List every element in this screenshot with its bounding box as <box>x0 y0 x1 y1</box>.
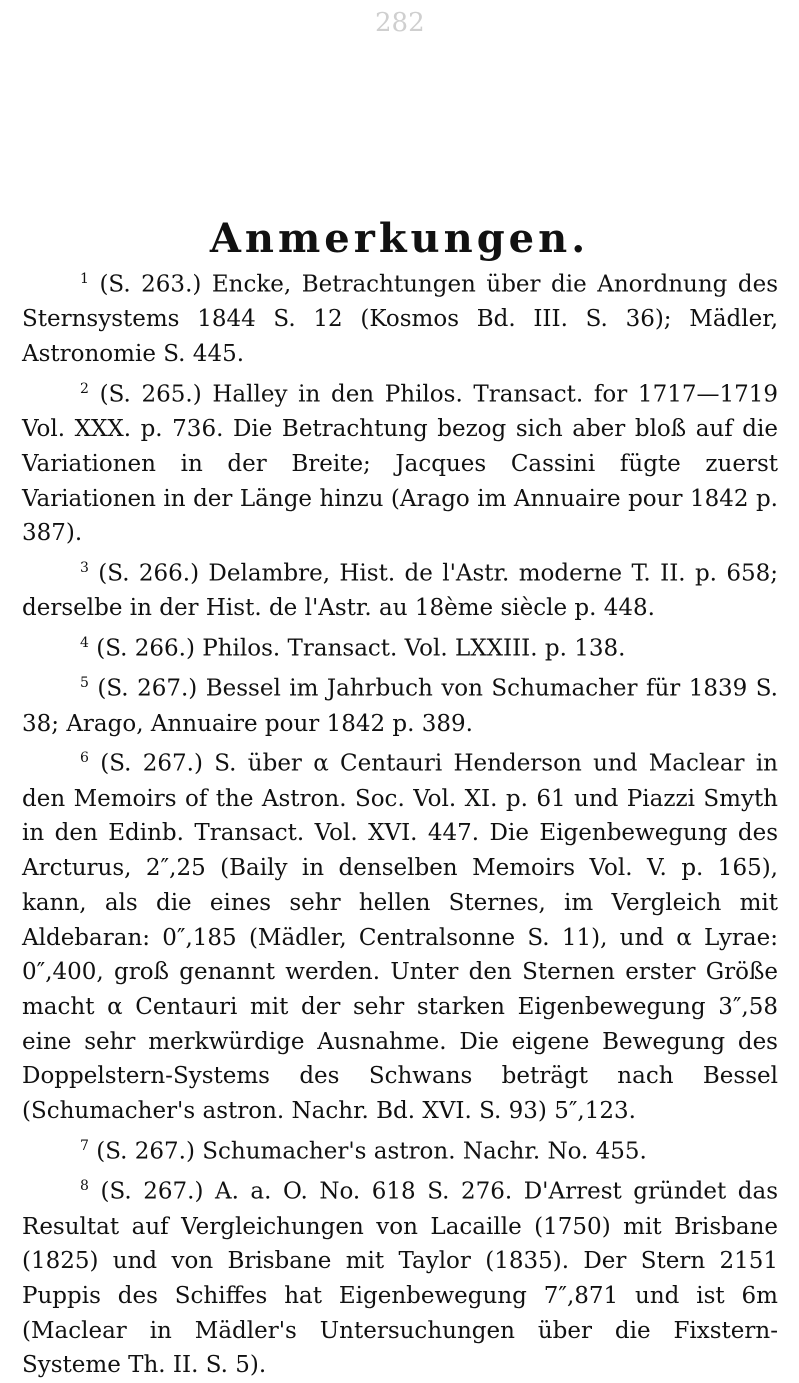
footnote-number: 1 <box>80 271 89 287</box>
page-title: Anmerkungen. <box>209 214 590 262</box>
footnote-number: 6 <box>80 750 89 767</box>
footnote <box>22 741 778 1128</box>
footnote <box>22 1169 778 1383</box>
footnote-number: 2 <box>80 380 89 397</box>
footnote <box>22 1129 778 1169</box>
footnote-number: 5 <box>80 675 89 692</box>
footnote-text: (S. 267.) A. a. O. No. 618 S. 276. D'Arrest gründet das Resultat auf Vergleichungen von Lacaille (1750) mit Brisbane (1825) und von Brisbane mit Taylor (1835). Der Stern 2151 Puppis des Schiffes hat Eigenbewegung 7″,871 und ist 6m (Maclear in Mädler's Untersuchungen über die Fixstern-Systeme Th. II. S. 5). <box>22 1178 778 1379</box>
footnote-number: 3 <box>80 559 89 576</box>
footnote-text: (S. 267.) Bessel im Jahrbuch von Schumacher für 1839 S. 38; Arago, Annuaire pour 1842 p. 389. <box>22 676 778 737</box>
footnote <box>22 626 778 666</box>
footnote-text: (S. 266.) Philos. Transact. Vol. LXXIII. p. 138. <box>96 635 626 662</box>
footnote-text: (S. 265.) Halley in den Philos. Transact. for 1717—1719 Vol. XXX. p. 736. Die Betrachtung bezog sich aber bloß auf die Variationen in der Breite; Jacques Cassini fügte zuerst Variationen in der Länge hinzu (Arago im Annuaire pour 1842 p. 387). <box>22 381 779 547</box>
footnotes <box>22 262 778 1383</box>
footnote <box>22 372 778 551</box>
footnote <box>22 262 778 372</box>
footnote <box>22 666 778 741</box>
footnote-number: 7 <box>80 1137 89 1154</box>
footnote-text: (S. 263.) Encke, Betrachtungen über die Anordnung des Sternsystems 1844 S. 12 (Kosmos Bd. III. S. 36); Mädler, Astronomie S. 445. <box>22 271 779 368</box>
footnote-text: (S. 267.) S. über α Centauri Henderson und Maclear in den Memoirs of the Astron. Soc. Vol. XI. p. 61 und Piazzi Smyth in den Edinb. Transact. Vol. XVI. 447. Die Eigenbewegung des Arcturus, 2″,25 (Baily in denselben Memoirs Vol. V. p. 165), kann, als die eines sehr hellen Sternes, im Vergleich mit Aldebaran: 0″,185 (Mädler, Centralsonne S. 11), und α Lyrae: 0″,400, groß genannt werden. Unter den Sternen erster Größe macht α Centauri mit der sehr starken Eigenbewegung 3″,58 eine sehr merkwürdige Ausnahme. Die eigene Bewegung des Doppelstern-Systems des Schwans beträgt nach Bessel (Schumacher's astron. Nachr. Bd. XVI. S. 93) 5″,123. <box>22 751 778 1125</box>
footnote-text: (S. 266.) Delambre, Hist. de l'Astr. moderne T. II. p. 658; derselbe in der Hist. de l'Astr. au 18ème siècle p. 448. <box>22 560 779 622</box>
footnote-text: (S. 267.) Schumacher's astron. Nachr. No. 455. <box>96 1138 647 1165</box>
footnote-number: 8 <box>80 1178 89 1195</box>
page-number: 282 <box>375 8 425 38</box>
footnote-number: 4 <box>80 635 89 651</box>
footnote <box>22 551 778 626</box>
